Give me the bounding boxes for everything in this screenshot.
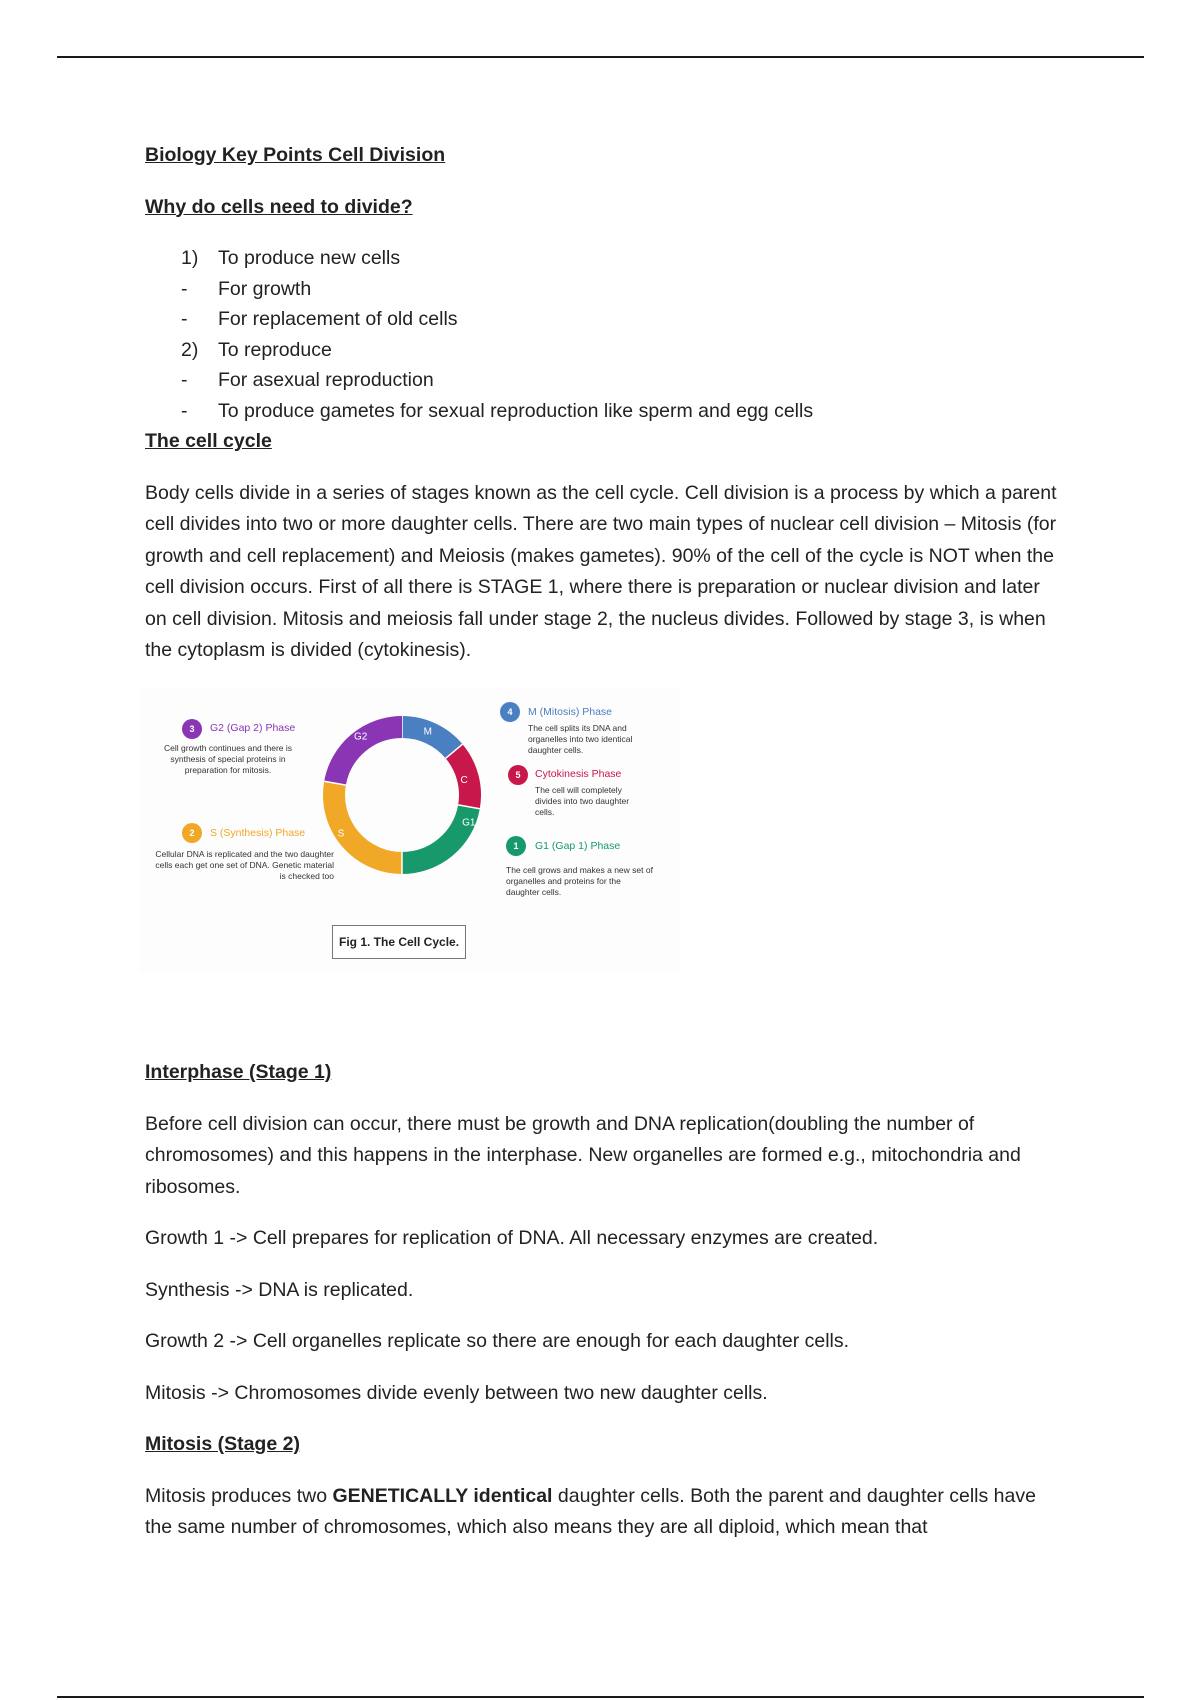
list-item: [145, 365, 1065, 396]
m-badge: 4: [500, 702, 520, 722]
ring-segments: [324, 716, 480, 874]
list-item: [145, 335, 1065, 366]
g1-desc: The cell grows and makes a new set of organelles and proteins for the daughter cells.: [506, 865, 653, 898]
list-item-text: To produce gametes for sexual reproduction like sperm and egg cells: [218, 399, 814, 422]
c-title: Cytokinesis Phase: [535, 768, 622, 781]
list-marker: -: [181, 277, 188, 300]
list-marker: -: [181, 308, 188, 330]
ring-segment-g1: [402, 807, 469, 863]
ring-segment-g2: [335, 727, 402, 783]
figure-caption: Fig 1. The Cell Cycle.: [332, 925, 466, 959]
list-item-text: For replacement of old cells: [218, 308, 458, 330]
interphase-line-growth2: Growth 2 -> Cell organelles replicate so there are enough for each daughter cells.: [145, 1330, 850, 1353]
ring-label-g1: G1: [462, 817, 476, 829]
g2-desc: Cell growth continues and there is synthesis of special proteins in preparation for mitosis.: [163, 743, 293, 776]
ring-label-g2: G2: [354, 731, 368, 743]
list-item-text: To reproduce: [218, 338, 332, 361]
g1-badge: 1: [506, 836, 526, 856]
ring-label-s: S: [337, 828, 345, 840]
s-badge: 2: [182, 823, 202, 843]
interphase-heading: Interphase (Stage 1): [145, 1061, 332, 1084]
m-desc: The cell splits its DNA and organelles into two identical daughter cells.: [528, 723, 633, 756]
mitosis-text-bold: GENETICALLY identical: [332, 1484, 553, 1507]
ring-label-m: M: [423, 726, 433, 738]
s-desc: Cellular DNA is replicated and the two daughter cells each get one set of DNA. Genetic material is checked too: [155, 849, 334, 882]
c-desc: The cell will completely divides into two daughter cells.: [535, 785, 630, 818]
list-item: [145, 274, 1065, 305]
why-list: [145, 243, 1065, 426]
list-item: [145, 243, 1065, 274]
mitosis-paragraph: [145, 1481, 1065, 1544]
g1-title: G1 (Gap 1) Phase: [535, 840, 621, 853]
cell-cycle-heading: The cell cycle: [145, 430, 272, 452]
ring-segment-s: [334, 783, 402, 863]
interphase-line-mitosis: Mitosis -> Chromosomes divide evenly between two new daughter cells.: [145, 1381, 768, 1404]
cell-cycle-figure: [140, 687, 680, 972]
mitosis-text-end: daughter cells. Both the parent and daughter cells have the same number of chromosomes, which also means they are all diploid, which mean that: [145, 1484, 1036, 1539]
mitosis-heading: Mitosis (Stage 2): [145, 1433, 300, 1456]
why-heading: Why do cells need to divide?: [145, 195, 413, 218]
list-item-text: To produce new cells: [218, 247, 401, 269]
cell-cycle-paragraph: Body cells divide in a series of stages known as the cell cycle. Cell division is a process by which a parent cell divides into two or more daughter cells. There are two main types of nuclear cell division – Mitosis (for growth and cell replacement) and Meiosis (makes gametes). 90% of the cell of the cycle is NOT when the cell division occurs. First of all there is STAGE 1, where there is preparation or nuclear division and later on cell division. Mitosis and meiosis fall under stage 2, the nucleus divides. Followed by stage 3, is when the cytoplasm is divided (cytokinesis).: [145, 481, 1057, 662]
s-title: S (Synthesis) Phase: [210, 827, 306, 840]
list-item-text: For asexual reproduction: [218, 369, 434, 391]
interphase-paragraph: Before cell division can occur, there must be growth and DNA replication(doubling the number of chromosomes) and this happens in the interphase. New organelles are formed e.g., mitochondria and ribosomes.: [145, 1112, 1021, 1198]
m-title: M (Mitosis) Phase: [528, 706, 613, 719]
list-item-text: For growth: [218, 277, 312, 300]
list-marker: 1): [181, 247, 199, 269]
interphase-line-growth1: Growth 1 -> Cell prepares for replication of DNA. All necessary enzymes are created.: [145, 1227, 879, 1250]
g2-title: G2 (Gap 2) Phase: [210, 722, 296, 735]
g2-badge: 3: [182, 719, 202, 739]
interphase-line-synthesis: Synthesis -> DNA is replicated.: [145, 1278, 414, 1301]
bottom-rule: [57, 1696, 1144, 1698]
c-badge: 5: [508, 765, 528, 785]
document-title: Biology Key Points Cell Division: [145, 144, 446, 166]
document-body: [145, 140, 1065, 1564]
list-marker: 2): [181, 338, 199, 361]
list-item: [145, 304, 1065, 335]
list-marker: -: [181, 399, 188, 422]
list-item: [145, 396, 1065, 427]
top-rule: [57, 56, 1144, 58]
mitosis-text-start: Mitosis produces two: [145, 1484, 333, 1507]
ring-label-c: C: [460, 775, 468, 787]
list-marker: -: [181, 369, 188, 391]
